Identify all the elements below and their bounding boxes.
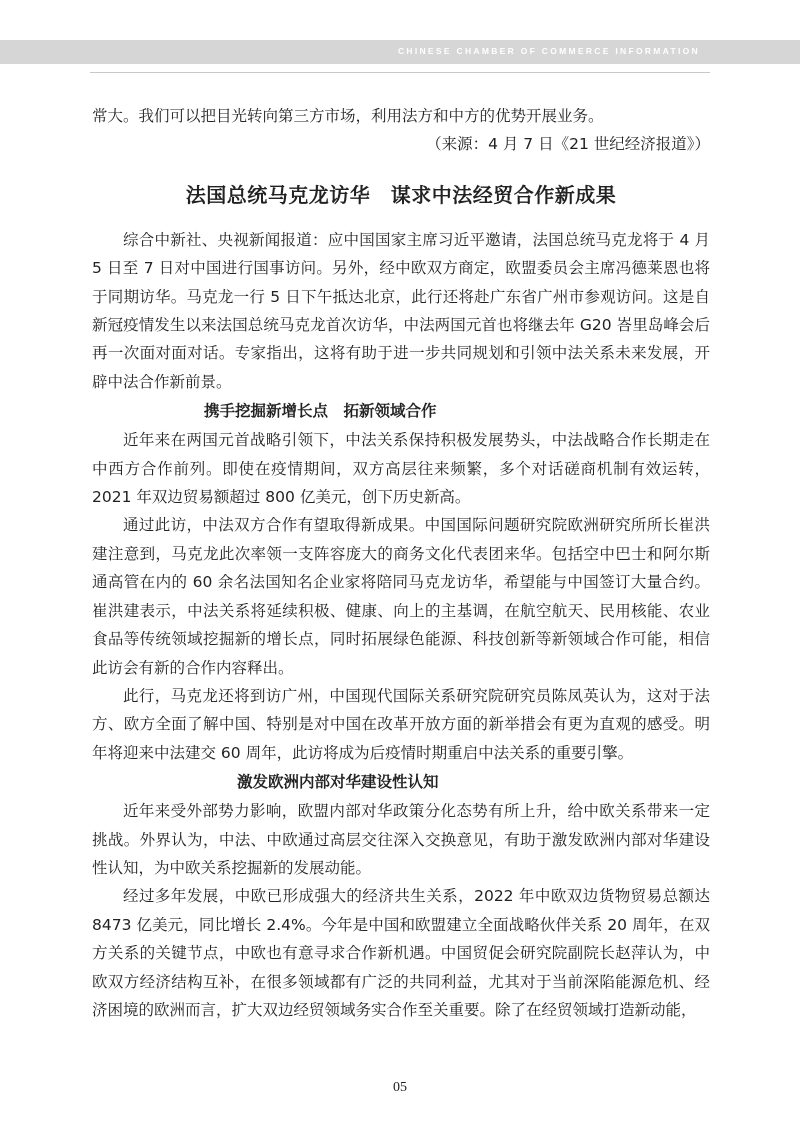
section1-paragraph-2: 通过此访，中法双方合作有望取得新成果。中国国际问题研究院欧洲研究所所长崔洪建注意到，马克龙此次率领一支阵容庞大的商务文化代表团来华。包括空中巴士和阿尔斯通高管在内的 60 余名法国知名企业家将陪同马克龙访华，希望能与中国签订大量合约。崔洪建表示，中法关系将延续积极、健康、向上的主基调，在航空航天、民用核能、农业食品等传统领域挖掘新的增长点，同时拓展绿色能源、科技创新等新领域合作可能，相信此访会有新的合作内容释出。: [92, 516, 710, 677]
page-content: [92, 102, 710, 1024]
intro-paragraph: 综合中新社、央视新闻报道：应中国国家主席习近平邀请，法国总统马克龙将于 4 月 5 日至 7 日对中国进行国事访问。另外，经中欧双方商定，欧盟委员会主席冯德莱恩也将于同期访华。马克龙一行 5 日下午抵达北京，此行还将赴广东省广州市参观访问。这是自新冠疫情发生以来法国总统马克龙首次访华，中法两国元首也将继去年 G20 峇里岛峰会后再一次面对面对话。专家指出，这将有助于进一步共同规划和引领中法关系未来发展，开辟中法合作新前景。: [92, 230, 710, 391]
section-heading-1: 携手挖掘新增长点 拓新领域合作: [204, 402, 437, 421]
publication-header: CHINESE CHAMBER OF COMMERCE INFORMATION: [397, 46, 700, 56]
continuation-paragraph: 常大。我们可以把目光转向第三方市场，利用法方和中方的优势开展业务。: [92, 107, 604, 125]
source-citation: （来源：4 月 7 日《21 世纪经济报道》）: [426, 135, 710, 154]
section1-paragraph-3: 此行，马克龙还将到访广州，中国现代国际关系研究院研究员陈凤英认为，这对于法方、欧方全面了解中国、特别是对中国在改革开放方面的新举措会有更为直观的感受。明年将迎来中法建交 60 周年，此访将成为后疫情时期重启中法关系的重要引擎。: [92, 686, 710, 762]
section1-paragraph-1: 近年来在两国元首战略引领下，中法关系保持积极发展势头，中法战略合作长期走在中西方合作前列。即使在疫情期间，双方高层往来频繁，多个对话磋商机制有效运转，2021 年双边贸易额超过 800 亿美元，创下历史新高。: [92, 431, 710, 507]
section-heading-2: 激发欧洲内部对华建设性认知: [237, 773, 439, 792]
article-title: 法国总统马克龙访华 谋求中法经贸合作新成果: [185, 182, 617, 207]
section2-paragraph-1: 近年来受外部势力影响，欧盟内部对华政策分化态势有所上升，给中欧关系带来一定挑战。外界认为，中法、中欧通过高层交往深入交换意见，有助于激发欧洲内部对华建设性认知，为中欧关系挖掘新的发展动能。: [92, 802, 710, 877]
section2-paragraph-2: 经过多年发展，中欧已形成强大的经济共生关系，2022 年中欧双边货物贸易总额达 8473 亿美元，同比增长 2.4%。今年是中国和欧盟建立全面战略伙伴关系 20 周年，在双方关系的关键节点，中欧也有意寻求合作新机遇。中国贸促会研究院副院长赵萍认为，中欧双方经济结构互补，在很多领域都有广泛的共同利益，尤其对于当前深陷能源危机、经济困境的欧洲而言，扩大双边经贸领域务实合作至关重要。除了在经贸领域打造新动能，: [92, 887, 710, 1019]
page-number: 05: [393, 1080, 407, 1095]
header-divider: [90, 72, 710, 73]
